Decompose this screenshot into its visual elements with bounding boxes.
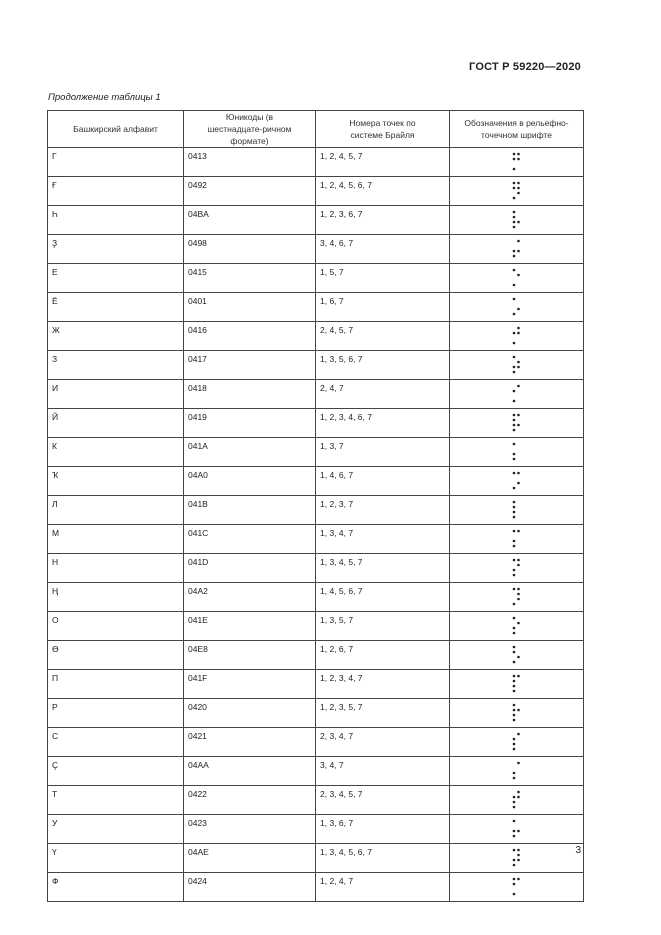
braille-dot-7 xyxy=(512,574,515,577)
unicode-cell: 041D xyxy=(184,554,316,583)
table-caption: Продолжение таблицы 1 xyxy=(48,92,161,103)
braille-dot-5 xyxy=(517,622,520,625)
braille-dot-6 xyxy=(517,308,520,311)
braille-dot-3 xyxy=(512,569,515,572)
dot-numbers-cell: 1, 3, 4, 5, 6, 7 xyxy=(316,844,450,873)
braille-symbol-cell xyxy=(450,815,584,844)
braille-symbol-cell xyxy=(450,409,584,438)
dot-numbers-cell: 1, 2, 4, 5, 6, 7 xyxy=(316,177,450,206)
dot-numbers-cell: 1, 3, 4, 5, 7 xyxy=(316,554,450,583)
table-header-row xyxy=(48,111,584,148)
braille-dot-3 xyxy=(512,453,515,456)
braille-dot-1 xyxy=(512,501,515,504)
unicode-cell: 04E8 xyxy=(184,641,316,670)
letter-cell: Ө xyxy=(48,641,184,670)
unicode-cell: 0413 xyxy=(184,148,316,177)
dot-numbers-cell: 1, 3, 5, 6, 7 xyxy=(316,351,450,380)
dot-numbers-cell: 1, 3, 5, 7 xyxy=(316,612,450,641)
table-row xyxy=(48,148,584,177)
unicode-cell: 041F xyxy=(184,670,316,699)
unicode-cell: 04BA xyxy=(184,206,316,235)
braille-dot-2 xyxy=(512,709,515,712)
braille-dot-2 xyxy=(512,187,515,190)
braille-symbol xyxy=(512,760,522,782)
braille-dot-6 xyxy=(517,656,520,659)
braille-dot-4 xyxy=(517,530,520,533)
dot-numbers-cell: 1, 2, 3, 4, 6, 7 xyxy=(316,409,450,438)
braille-dot-7 xyxy=(512,748,515,751)
unicode-cell: 0415 xyxy=(184,264,316,293)
braille-dot-1 xyxy=(512,646,515,649)
braille-symbol-cell xyxy=(450,148,584,177)
braille-dot-7 xyxy=(512,893,515,896)
braille-dot-4 xyxy=(517,240,520,243)
dot-numbers-cell: 2, 4, 5, 7 xyxy=(316,322,450,351)
page-number: 3 xyxy=(575,845,581,856)
letter-cell: З xyxy=(48,351,184,380)
letter-cell: Ү xyxy=(48,844,184,873)
unicode-cell: 041E xyxy=(184,612,316,641)
letter-cell: Ж xyxy=(48,322,184,351)
braille-dot-4 xyxy=(517,182,520,185)
braille-dot-1 xyxy=(512,820,515,823)
braille-dot-4 xyxy=(517,153,520,156)
letter-cell: Һ xyxy=(48,206,184,235)
braille-symbol xyxy=(512,731,522,753)
braille-dot-1 xyxy=(512,704,515,707)
unicode-cell: 0420 xyxy=(184,699,316,728)
braille-dot-1 xyxy=(512,617,515,620)
letter-cell: К xyxy=(48,438,184,467)
braille-dot-3 xyxy=(512,424,515,427)
braille-dot-7 xyxy=(512,516,515,519)
braille-symbol xyxy=(512,499,522,521)
braille-dot-2 xyxy=(512,216,515,219)
unicode-cell: 0416 xyxy=(184,322,316,351)
braille-dot-7 xyxy=(512,342,515,345)
letter-cell: Ң xyxy=(48,583,184,612)
braille-dot-4 xyxy=(517,878,520,881)
braille-dot-1 xyxy=(512,878,515,881)
braille-dot-2 xyxy=(512,158,515,161)
braille-dot-7 xyxy=(512,661,515,664)
letter-cell: Ҫ xyxy=(48,757,184,786)
dot-numbers-cell: 1, 3, 6, 7 xyxy=(316,815,450,844)
table-row xyxy=(48,293,584,322)
dot-numbers-cell: 2, 3, 4, 7 xyxy=(316,728,450,757)
braille-symbol xyxy=(512,702,522,724)
braille-dot-1 xyxy=(512,211,515,214)
braille-symbol-cell xyxy=(450,264,584,293)
braille-symbol-cell xyxy=(450,873,584,902)
braille-dot-4 xyxy=(517,762,520,765)
dot-numbers-cell: 1, 2, 3, 5, 7 xyxy=(316,699,450,728)
letter-cell: Ё xyxy=(48,293,184,322)
braille-symbol xyxy=(512,528,522,550)
unicode-cell: 0401 xyxy=(184,293,316,322)
braille-dot-7 xyxy=(512,806,515,809)
braille-dot-4 xyxy=(517,791,520,794)
braille-symbol-cell xyxy=(450,757,584,786)
braille-symbol xyxy=(512,818,522,840)
dot-numbers-cell: 1, 2, 6, 7 xyxy=(316,641,450,670)
table-row xyxy=(48,641,584,670)
braille-dot-7 xyxy=(512,400,515,403)
braille-dot-5 xyxy=(517,361,520,364)
table-row xyxy=(48,786,584,815)
braille-dot-1 xyxy=(512,588,515,591)
braille-dot-1 xyxy=(512,675,515,678)
dot-numbers-cell: 1, 6, 7 xyxy=(316,293,450,322)
braille-symbol xyxy=(512,296,522,318)
braille-dot-6 xyxy=(517,250,520,253)
braille-dot-3 xyxy=(512,221,515,224)
braille-dot-7 xyxy=(512,864,515,867)
letter-cell: Е xyxy=(48,264,184,293)
braille-dot-7 xyxy=(512,545,515,548)
braille-symbol xyxy=(512,151,522,173)
braille-dot-2 xyxy=(512,680,515,683)
braille-dot-7 xyxy=(512,603,515,606)
unicode-cell: 0417 xyxy=(184,351,316,380)
braille-dot-1 xyxy=(512,153,515,156)
unicode-cell: 041C xyxy=(184,525,316,554)
document-id: ГОСТ Р 59220—2020 xyxy=(469,61,581,73)
braille-symbol-cell xyxy=(450,554,584,583)
braille-dot-7 xyxy=(512,690,515,693)
unicode-cell: 0421 xyxy=(184,728,316,757)
braille-dot-7 xyxy=(512,458,515,461)
braille-dot-7 xyxy=(512,632,515,635)
table-row xyxy=(48,757,584,786)
braille-dot-6 xyxy=(517,482,520,485)
braille-symbol-cell xyxy=(450,322,584,351)
braille-symbol xyxy=(512,441,522,463)
dot-numbers-cell: 1, 2, 4, 5, 7 xyxy=(316,148,450,177)
unicode-cell: 04A0 xyxy=(184,467,316,496)
dot-numbers-cell: 1, 2, 3, 4, 7 xyxy=(316,670,450,699)
braille-symbol-cell xyxy=(450,293,584,322)
letter-cell: П xyxy=(48,670,184,699)
braille-dot-3 xyxy=(512,772,515,775)
table-row xyxy=(48,873,584,902)
braille-dot-6 xyxy=(517,192,520,195)
unicode-cell: 0422 xyxy=(184,786,316,815)
dot-numbers-cell: 1, 2, 3, 6, 7 xyxy=(316,206,450,235)
unicode-cell: 041A xyxy=(184,438,316,467)
letter-cell: Л xyxy=(48,496,184,525)
table-row xyxy=(48,525,584,554)
braille-dot-2 xyxy=(512,651,515,654)
table-row xyxy=(48,699,584,728)
braille-dot-7 xyxy=(512,255,515,258)
unicode-cell: 0498 xyxy=(184,235,316,264)
header-alphabet: Башкирский алфавит xyxy=(48,111,184,148)
table-row xyxy=(48,380,584,409)
table-row xyxy=(48,728,584,757)
braille-dot-3 xyxy=(512,714,515,717)
braille-dot-7 xyxy=(512,429,515,432)
letter-cell: Й xyxy=(48,409,184,438)
header-dots: Номера точек по системе Брайля xyxy=(316,111,450,148)
braille-dot-6 xyxy=(517,859,520,862)
letter-cell: М xyxy=(48,525,184,554)
table-row xyxy=(48,583,584,612)
letter-cell: Г xyxy=(48,148,184,177)
braille-dot-4 xyxy=(517,472,520,475)
braille-dot-5 xyxy=(517,187,520,190)
braille-dot-1 xyxy=(512,356,515,359)
braille-symbol xyxy=(512,209,522,231)
unicode-cell: 0418 xyxy=(184,380,316,409)
braille-dot-6 xyxy=(517,830,520,833)
braille-symbol-cell xyxy=(450,641,584,670)
letter-cell: О xyxy=(48,612,184,641)
braille-dot-7 xyxy=(512,197,515,200)
dot-numbers-cell: 1, 4, 6, 7 xyxy=(316,467,450,496)
braille-dot-3 xyxy=(512,859,515,862)
braille-dot-7 xyxy=(512,371,515,374)
braille-dot-1 xyxy=(512,269,515,272)
braille-dot-4 xyxy=(517,675,520,678)
braille-symbol xyxy=(512,789,522,811)
braille-dot-5 xyxy=(517,709,520,712)
unicode-cell: 0419 xyxy=(184,409,316,438)
braille-dot-7 xyxy=(512,777,515,780)
braille-dot-2 xyxy=(512,390,515,393)
braille-symbol xyxy=(512,354,522,376)
braille-dot-6 xyxy=(517,221,520,224)
table-row xyxy=(48,264,584,293)
braille-symbol-cell xyxy=(450,786,584,815)
braille-dot-5 xyxy=(517,332,520,335)
braille-dot-3 xyxy=(512,511,515,514)
table-row xyxy=(48,235,584,264)
braille-table xyxy=(47,110,584,902)
braille-symbol xyxy=(512,238,522,260)
braille-dot-3 xyxy=(512,801,515,804)
table-row xyxy=(48,206,584,235)
unicode-cell: 04AE xyxy=(184,844,316,873)
table-row xyxy=(48,438,584,467)
braille-dot-4 xyxy=(517,559,520,562)
dot-numbers-cell: 3, 4, 6, 7 xyxy=(316,235,450,264)
braille-dot-3 xyxy=(512,366,515,369)
braille-symbol-cell xyxy=(450,583,584,612)
table-row xyxy=(48,612,584,641)
braille-symbol-cell xyxy=(450,612,584,641)
unicode-cell: 0423 xyxy=(184,815,316,844)
braille-symbol-cell xyxy=(450,235,584,264)
braille-symbol-cell xyxy=(450,177,584,206)
unicode-cell: 041B xyxy=(184,496,316,525)
table-row xyxy=(48,351,584,380)
letter-cell: У xyxy=(48,815,184,844)
braille-dot-4 xyxy=(517,733,520,736)
unicode-cell: 0424 xyxy=(184,873,316,902)
braille-dot-3 xyxy=(512,743,515,746)
table-row xyxy=(48,496,584,525)
braille-symbol-cell xyxy=(450,438,584,467)
braille-symbol-cell xyxy=(450,699,584,728)
dot-numbers-cell: 2, 4, 7 xyxy=(316,380,450,409)
braille-dot-3 xyxy=(512,685,515,688)
braille-symbol xyxy=(512,586,522,608)
braille-dot-2 xyxy=(512,738,515,741)
braille-symbol xyxy=(512,383,522,405)
table-row xyxy=(48,815,584,844)
braille-dot-1 xyxy=(512,530,515,533)
dot-numbers-cell: 1, 4, 5, 6, 7 xyxy=(316,583,450,612)
dot-numbers-cell: 1, 3, 7 xyxy=(316,438,450,467)
braille-dot-1 xyxy=(512,298,515,301)
braille-symbol xyxy=(512,325,522,347)
letter-cell: Ҡ xyxy=(48,467,184,496)
braille-symbol-cell xyxy=(450,525,584,554)
dot-numbers-cell: 1, 3, 4, 7 xyxy=(316,525,450,554)
braille-dot-5 xyxy=(517,274,520,277)
braille-dot-7 xyxy=(512,313,515,316)
braille-dot-7 xyxy=(512,487,515,490)
braille-dot-7 xyxy=(512,168,515,171)
braille-dot-1 xyxy=(512,443,515,446)
header-unicode: Юникоды (в шестнадцате-ричном формате) xyxy=(184,111,316,148)
braille-dot-4 xyxy=(517,414,520,417)
braille-dot-7 xyxy=(512,719,515,722)
braille-symbol-cell xyxy=(450,496,584,525)
braille-dot-4 xyxy=(517,588,520,591)
braille-symbol-cell xyxy=(450,467,584,496)
dot-numbers-cell: 1, 5, 7 xyxy=(316,264,450,293)
braille-dot-4 xyxy=(517,385,520,388)
braille-dot-6 xyxy=(517,424,520,427)
braille-dot-3 xyxy=(512,540,515,543)
braille-symbol-cell xyxy=(450,351,584,380)
braille-symbol-cell xyxy=(450,670,584,699)
braille-dot-1 xyxy=(512,414,515,417)
braille-dot-3 xyxy=(512,830,515,833)
unicode-cell: 04AA xyxy=(184,757,316,786)
braille-symbol xyxy=(512,470,522,492)
braille-symbol-cell xyxy=(450,728,584,757)
braille-dot-6 xyxy=(517,598,520,601)
letter-cell: Ҙ xyxy=(48,235,184,264)
braille-symbol xyxy=(512,557,522,579)
dot-numbers-cell: 2, 3, 4, 5, 7 xyxy=(316,786,450,815)
table-row xyxy=(48,467,584,496)
table-body xyxy=(48,148,584,902)
braille-dot-1 xyxy=(512,559,515,562)
braille-symbol-cell xyxy=(450,206,584,235)
braille-dot-4 xyxy=(517,327,520,330)
braille-dot-5 xyxy=(517,564,520,567)
braille-dot-5 xyxy=(517,796,520,799)
braille-dot-2 xyxy=(512,419,515,422)
letter-cell: С xyxy=(48,728,184,757)
header-relief: Обозначения в рельефно-точечном шрифте xyxy=(450,111,584,148)
braille-dot-6 xyxy=(517,366,520,369)
braille-dot-3 xyxy=(512,627,515,630)
dot-numbers-cell: 3, 4, 7 xyxy=(316,757,450,786)
dot-numbers-cell: 1, 2, 4, 7 xyxy=(316,873,450,902)
braille-dot-3 xyxy=(512,250,515,253)
table-row xyxy=(48,322,584,351)
braille-dot-1 xyxy=(512,182,515,185)
table-row xyxy=(48,409,584,438)
braille-symbol xyxy=(512,180,522,202)
unicode-cell: 04A2 xyxy=(184,583,316,612)
dot-numbers-cell: 1, 2, 3, 7 xyxy=(316,496,450,525)
letter-cell: Н xyxy=(48,554,184,583)
braille-dot-2 xyxy=(512,332,515,335)
braille-dot-2 xyxy=(512,506,515,509)
braille-symbol xyxy=(512,673,522,695)
letter-cell: Ғ xyxy=(48,177,184,206)
braille-symbol xyxy=(512,615,522,637)
braille-symbol xyxy=(512,267,522,289)
braille-symbol xyxy=(512,876,522,898)
braille-dot-2 xyxy=(512,796,515,799)
letter-cell: Т xyxy=(48,786,184,815)
braille-dot-5 xyxy=(517,593,520,596)
braille-symbol-cell xyxy=(450,380,584,409)
braille-symbol xyxy=(512,644,522,666)
table-row xyxy=(48,670,584,699)
table-row xyxy=(48,177,584,206)
table-row xyxy=(48,554,584,583)
braille-dot-1 xyxy=(512,472,515,475)
braille-dot-7 xyxy=(512,284,515,287)
unicode-cell: 0492 xyxy=(184,177,316,206)
braille-dot-5 xyxy=(517,158,520,161)
braille-dot-7 xyxy=(512,835,515,838)
braille-dot-7 xyxy=(512,226,515,229)
braille-dot-2 xyxy=(512,883,515,886)
braille-symbol xyxy=(512,412,522,434)
letter-cell: Р xyxy=(48,699,184,728)
letter-cell: Ф xyxy=(48,873,184,902)
letter-cell: И xyxy=(48,380,184,409)
